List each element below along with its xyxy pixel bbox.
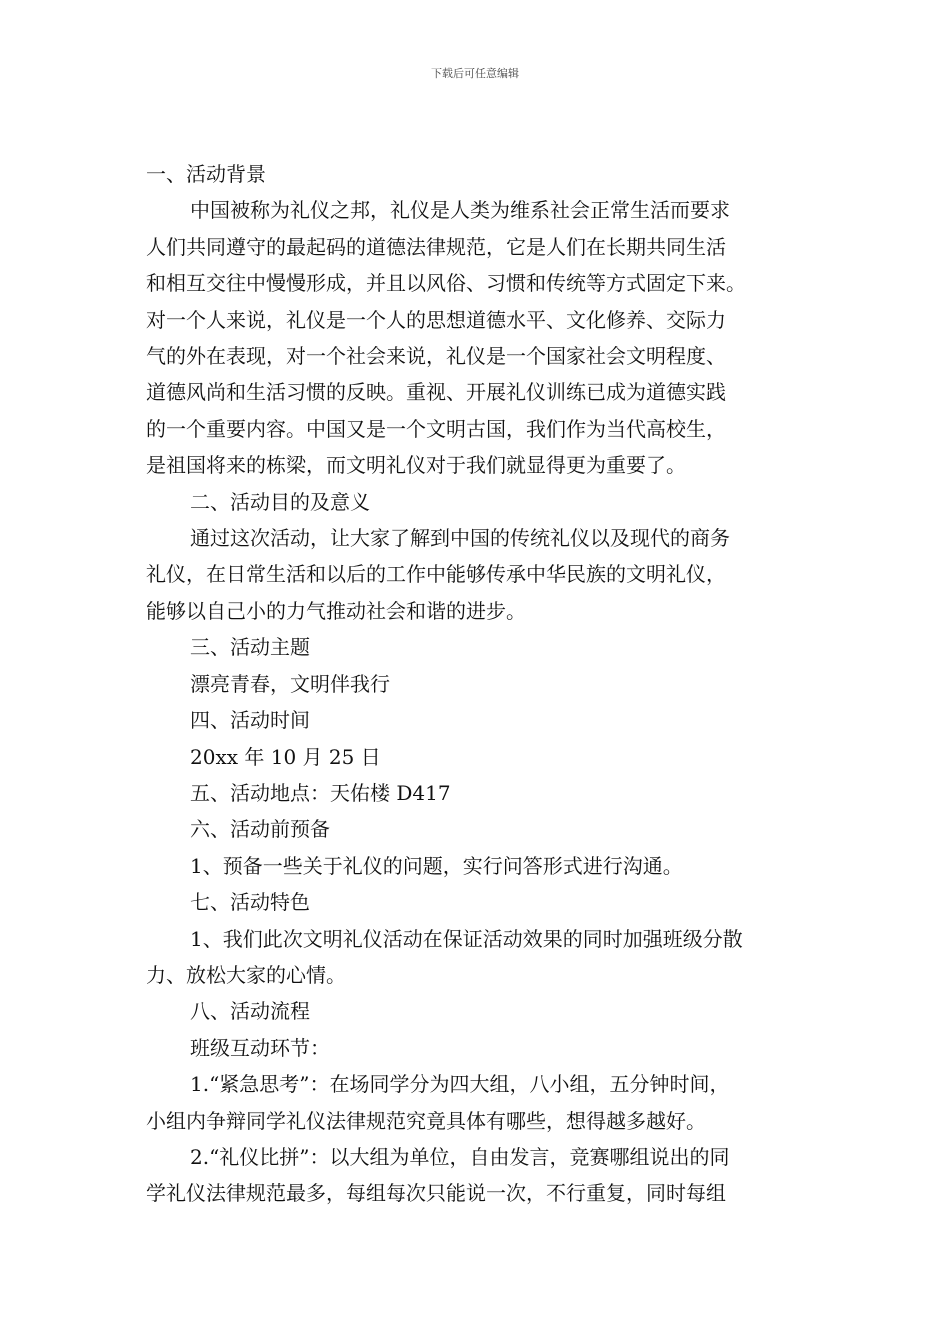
- paragraph-line: 学礼仪法律规范最多，每组每次只能说一次，不行重复，同时每组: [146, 1181, 726, 1206]
- section-heading: 五、活动地点：天佑楼 D417: [190, 780, 451, 805]
- document-body: [146, 156, 816, 1212]
- paragraph-line: 1.“紧急思考”：在场同学分为四大组，八小组，五分钟时间，: [190, 1072, 730, 1097]
- paragraph-line: 班级互动环节：: [190, 1035, 330, 1060]
- paragraph-line: 力、放松大家的心情。: [146, 962, 346, 987]
- page-header-note: 下载后可任意编辑: [431, 67, 519, 80]
- paragraph-line: 对一个人来说，礼仪是一个人的思想道德水平、文化修养、交际力: [146, 307, 726, 332]
- section-heading: 七、活动特色: [190, 890, 310, 915]
- paragraph-line: 人们共同遵守的最起码的道德法律规范，它是人们在长期共同生活: [146, 234, 726, 259]
- section-heading: 三、活动主题: [190, 635, 310, 660]
- section-heading: 八、活动流程: [190, 999, 310, 1024]
- paragraph-line: 礼仪，在日常生活和以后的工作中能够传承中华民族的文明礼仪，: [146, 562, 726, 587]
- paragraph-line: 1、预备一些关于礼仪的问题，实行问答形式进行沟通。: [190, 853, 683, 878]
- section-heading: 六、活动前预备: [190, 817, 330, 842]
- section-heading: 二、活动目的及意义: [190, 489, 370, 514]
- section-heading: 一、活动背景: [146, 162, 266, 186]
- paragraph-line: 漂亮青春，文明伴我行: [190, 671, 390, 696]
- paragraph-line: 1、我们此次文明礼仪活动在保证活动效果的同时加强班级分散: [190, 926, 743, 951]
- paragraph-line: 小组内争辩同学礼仪法律规范究竟具体有哪些，想得越多越好。: [146, 1108, 706, 1133]
- paragraph-line: 中国被称为礼仪之邦，礼仪是人类为维系社会正常生活而要求: [190, 198, 730, 223]
- section-heading: 四、活动时间: [190, 708, 310, 733]
- paragraph-line: 的一个重要内容。中国又是一个文明古国，我们作为当代高校生，: [146, 416, 726, 441]
- paragraph-line: 是祖国将来的栋梁，而文明礼仪对于我们就显得更为重要了。: [146, 453, 686, 478]
- paragraph-line: 20xx 年 10 月 25 日: [190, 744, 381, 769]
- paragraph-line: 道德风尚和生活习惯的反映。重视、开展礼仪训练已成为道德实践: [146, 380, 726, 405]
- paragraph-line: 通过这次活动，让大家了解到中国的传统礼仪以及现代的商务: [190, 526, 730, 551]
- paragraph-line: 和相互交往中慢慢形成，并且以风俗、习惯和传统等方式固定下来。: [146, 271, 746, 296]
- paragraph-line: 2.“礼仪比拼”：以大组为单位，自由发言，竞赛哪组说出的同: [190, 1144, 730, 1169]
- paragraph-line: 气的外在表现，对一个社会来说，礼仪是一个国家社会文明程度、: [146, 344, 726, 369]
- paragraph-line: 能够以自己小的力气推动社会和谐的进步。: [146, 598, 526, 623]
